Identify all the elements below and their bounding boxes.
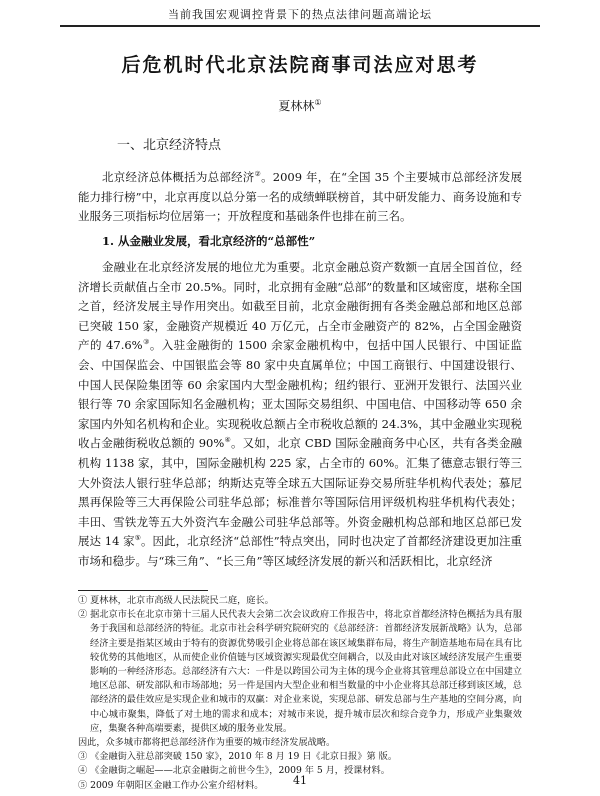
- paragraph-1-text: 北京经济总体概括为总部经济: [102, 170, 255, 184]
- footnote-3: [78, 750, 522, 764]
- footnotes: [78, 594, 522, 793]
- footnote-mark: ⑤: [78, 779, 88, 791]
- running-header: 当前我国宏观调控背景下的热点法律问题高端论坛: [60, 6, 540, 27]
- footnote-ref: ⑤: [134, 534, 141, 543]
- footnote-mark: ①: [78, 595, 88, 606]
- footnote-2-continued: 因此，众多城市都将把总部经济作为重要的城市经济发展战略。: [78, 737, 336, 749]
- paragraph-1-text-after: 。2009 年，在“全国 35 个主要城市总部经济发展能力排行榜”中，北京再度以总分第一名的成绩蝉联榜首，其中研发能力、商务设施和专业服务三项指标均位居第一；开放程度和基础条件也排在前三名。: [78, 170, 522, 224]
- footnote-mark: ②: [78, 609, 88, 621]
- paragraph-2-text-b: 。又如，北京 CBD 国际金融商务中心区，共有各类金融机构 1138 家，其中，国际金融机构 225 家，占全市的 60%。汇集了德意志银行等三大外资法人银行驻华总部；纳斯达克等全球五大国际证券交易所驻华机构代表处；慕尼黑再保险等三大再保险公司驻华总部；标准普尔等国际信用评级机构驻华机构代表处；丰田、雪铁龙等五大外资汽车金融公司驻华总部等。外资金融机构总部和地区总部已发展达 14 家: [78, 436, 523, 549]
- author-name: 夏林林: [278, 99, 315, 113]
- footnote-mark: ④: [78, 765, 88, 777]
- page-number: 41: [293, 774, 307, 787]
- footnote-ref: ④: [224, 436, 231, 445]
- subheading-1: 1. 从金融业发展，看北京经济的“总部性”: [102, 234, 316, 248]
- footnote-1: [78, 594, 522, 608]
- footnote-ref: ③: [142, 338, 150, 347]
- footnote-text: 夏林林，北京市高级人民法院民二庭，庭长。: [90, 595, 274, 606]
- footnote-mark: ③: [78, 751, 88, 763]
- footnote-2: [78, 608, 522, 736]
- footnote-text: 2009 年朝阳区金融工作办公室介绍材料。: [90, 779, 264, 791]
- paragraph-1: [78, 168, 522, 227]
- author-note-mark: ①: [314, 98, 322, 107]
- paragraph-2: [78, 258, 522, 572]
- paragraph-2-text-a: 。入驻金融街的 1500 余家金融机构中，包括中国人民银行、中国证监会、中国保监会、中国银监会等 80 家中央直属单位；中国工商银行、中国建设银行、中国人民保险集团等 60 余家国内大型金融机构；纽约银行、亚洲开发银行、法国兴业银行等 70 余家国际知名金融机构；亚太国际交易组织、中国电信、中国移动等 650 余家国内外知名机构和企业。实现税收总额占全市税收总额的 24.3%，其中金融业实现税收占金融街税收总额的 90%: [78, 338, 522, 451]
- section-heading: 一、北京经济特点: [117, 138, 222, 153]
- footnote-text: 《金融街入驻总部突破 150 家》，2010 年 8 月 19 日《北京日报》第 版。: [90, 751, 398, 763]
- paragraph-2-text: 金融业在北京经济发展的地位尤为重要。北京金融总资产数额一直居全国首位，经济增长贡献值占全市 20.5%。同时，北京拥有金融“总部”的数量和区域密度，堪称全国之首，经济发展主导作用突出。如截至目前，北京金融街拥有各类金融总部和地区总部已突破 150 家，金融资产规模近 40 万亿元，占全市金融资产的 82%，占全国金融资产的 47.6%: [78, 260, 522, 353]
- paragraph-2-text-c: 。因此，北京经济“总部性”特点突出，同时也决定了首都经济建设更加注重市场和稳步。与“珠三角”、“长三角”等区域经济发展的新兴和活跃相比，北京经济: [78, 534, 522, 568]
- footnote-ref: ②: [254, 170, 262, 179]
- footnote-text: 据北京市长在北京市第十三届人民代表大会第二次会议政府工作报告中，将北京首都经济特色概括为具有服务于我国和总部经济的特征。北京市社会科学研究院研究的《总部经济：首都经济发展新战略》认为，总部经济主要是指某区域由于特有的资源优势吸引企业将总部在该区域集群布局，将生产制造基地布局在具有比较优势的其他地区，从而使企业价值链与区域资源实现最优空间耦合，以及由此对该区域经济发展产生重要影响的一种经济形态。总部经济有六大：一件是以跨国公司为主体的现今企业将其管理总部设立在中国建立地区总部、研发部队和市场部地；另一件是国内大型企业和相当数量的中小企业将其总部迁移到该区域，总部经济的最佳效应是实现企业和城市的双赢：对企业来说，实现总部、研发总部与生产基地的空间分离，向中心城市聚集，降低了对土地的需求和成本；对城市来说，提升城市层次和综合竞争力，形成产业集聚效应，集聚各种高端要素，提供区域的服务业发展。: [90, 609, 523, 734]
- article-title: 后危机时代北京法院商事司法应对思考: [121, 54, 479, 76]
- footnote-text: 《金融街之崛起——北京金融街之前世今生》，2009 年 5 月，授课材料。: [90, 765, 390, 777]
- author-line: [0, 97, 600, 114]
- footnote-rule: [78, 590, 208, 591]
